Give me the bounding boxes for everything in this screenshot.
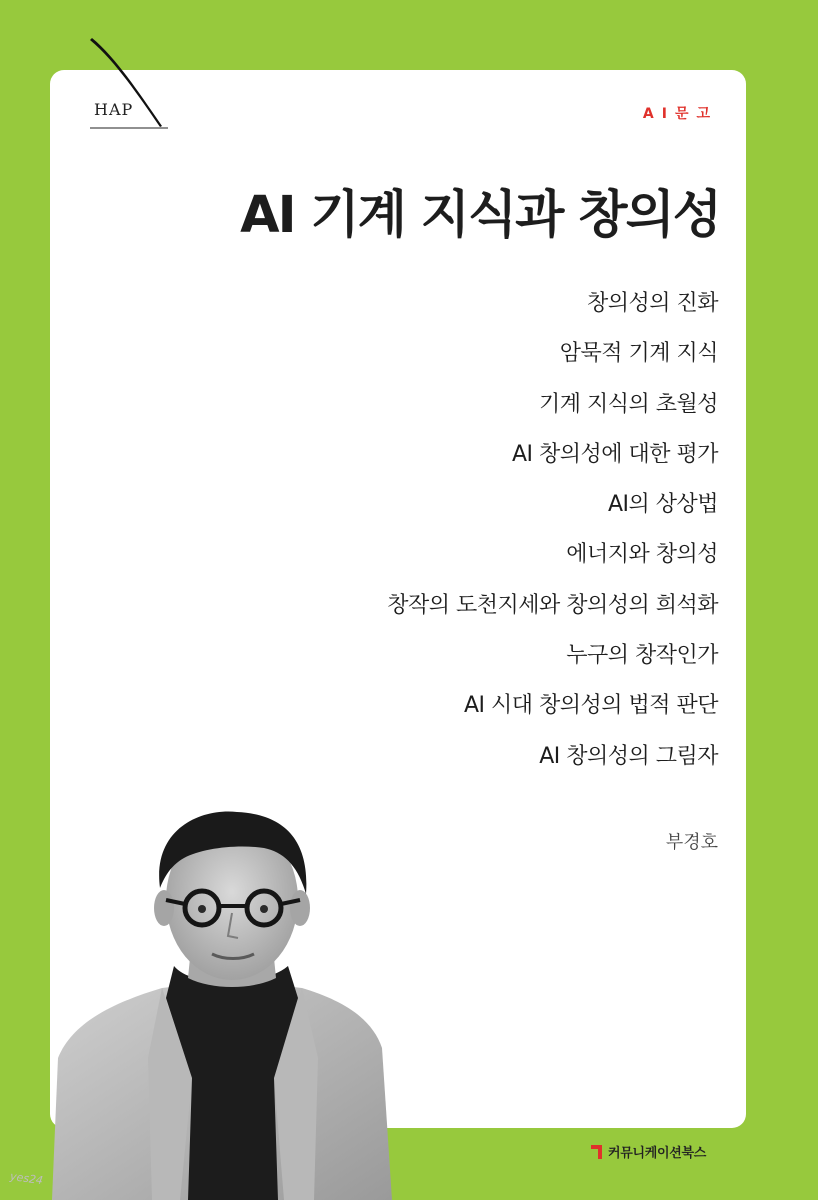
- contents-item: 에너지와 창의성: [566, 542, 718, 568]
- publisher-block: [590, 1142, 706, 1161]
- contents-item: 암묵적 기계 지식: [559, 341, 718, 367]
- watermark-text: yes24: [9, 1169, 44, 1188]
- contents-item: 창작의 도천지세와 창의성의 희석화: [387, 592, 718, 618]
- contents-list: [118, 288, 718, 791]
- author-photo: [52, 808, 392, 1200]
- contents-item: AI의 상상법: [607, 492, 718, 518]
- contents-item: AI 시대 창의성의 법적 판단: [463, 693, 718, 719]
- contents-item: AI 창의성에 대한 평가: [511, 441, 718, 467]
- series-label: AI문고: [642, 106, 718, 122]
- publisher-brand-mark: [90, 96, 168, 130]
- author-name: 부경호: [665, 832, 718, 853]
- contents-item: 누구의 창작인가: [566, 643, 718, 669]
- contents-item: 창의성의 진화: [586, 291, 718, 316]
- contents-item: 기계 지식의 초월성: [538, 391, 718, 417]
- publisher-name: 커뮤니케이션북스: [608, 1146, 707, 1161]
- contents-item: AI 창의성의 그림자: [539, 743, 718, 769]
- publisher-logo-icon: [590, 1144, 603, 1160]
- brand-name: HAP: [94, 100, 134, 119]
- book-title: AI 기계 지식과 창의성: [240, 186, 720, 245]
